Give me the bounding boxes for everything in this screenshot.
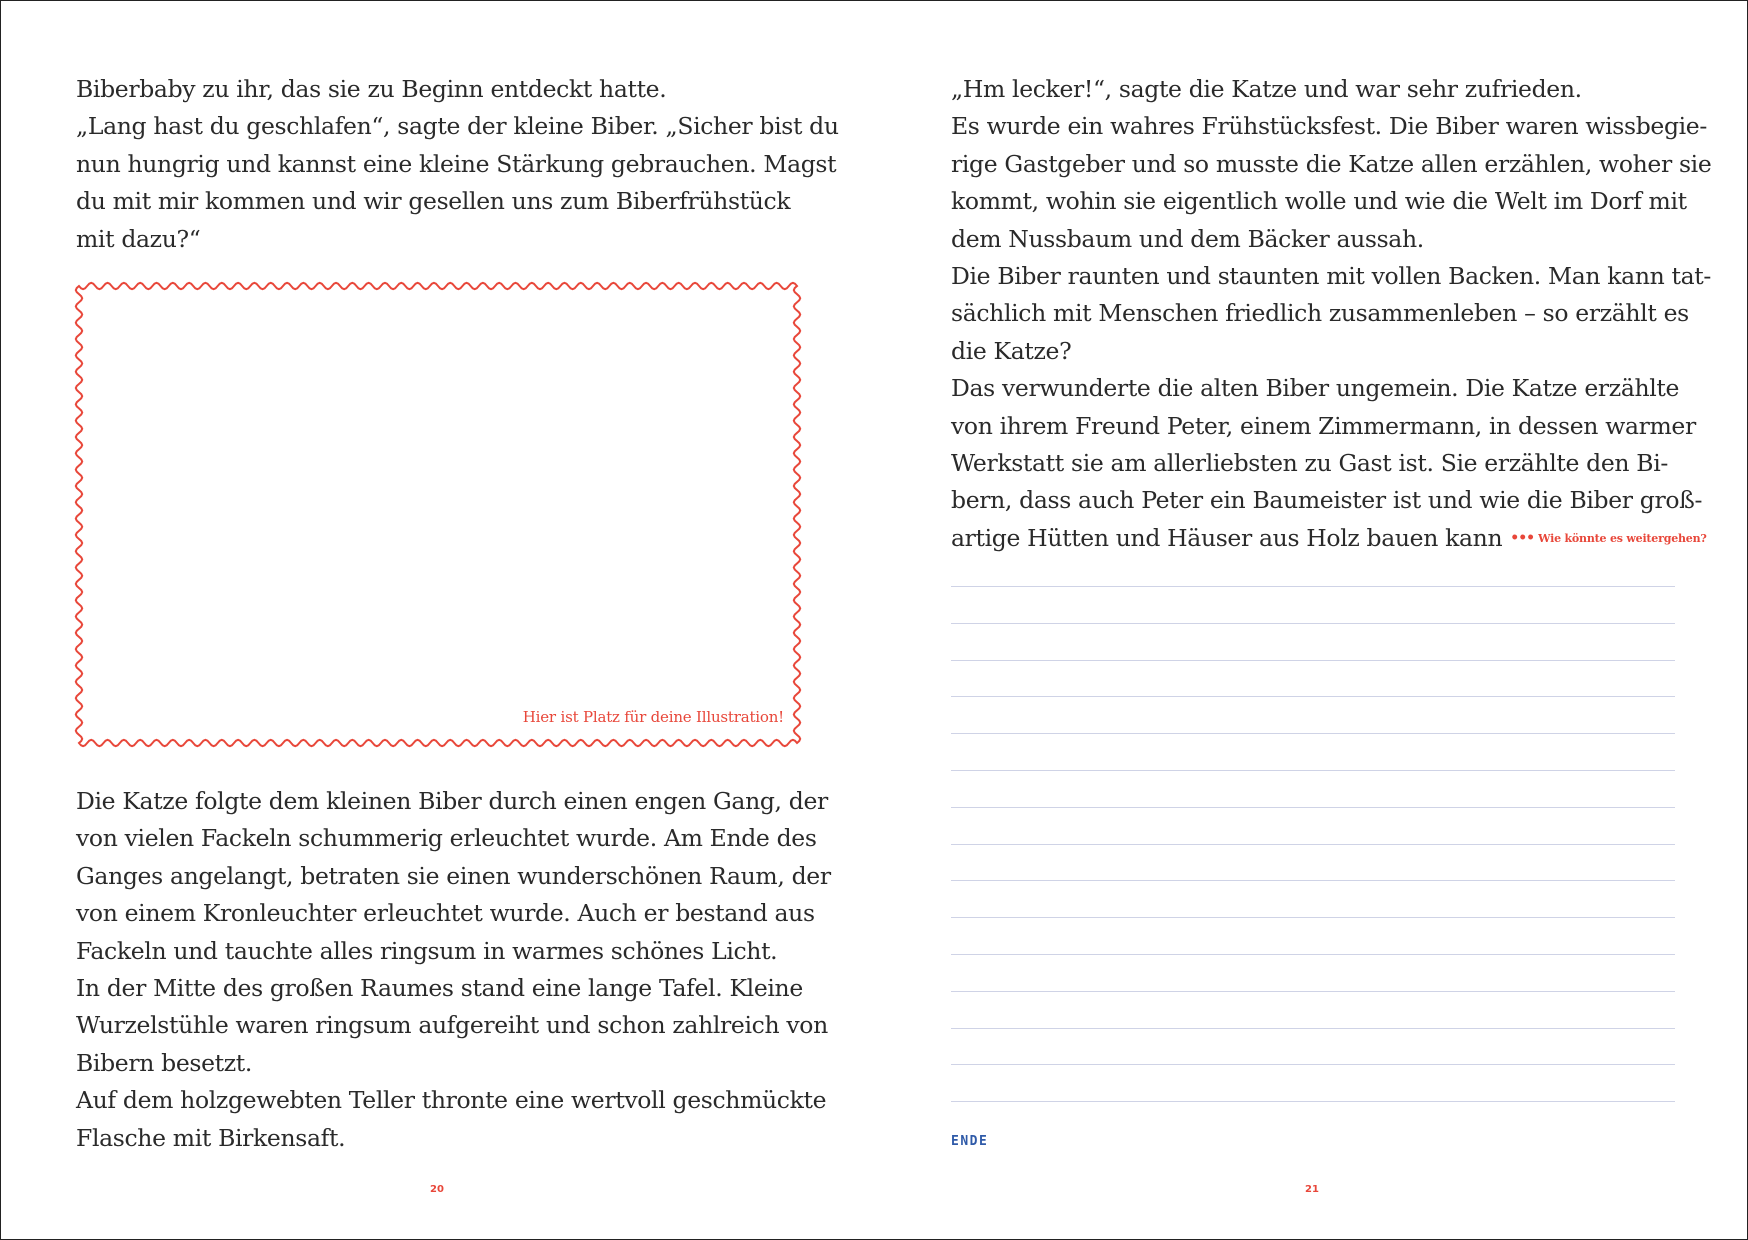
writing-line[interactable] (951, 696, 1675, 733)
text-line: Bibern besetzt. (76, 1048, 252, 1077)
text-line: In der Mitte des großen Raumes stand eine lange Tafel. Kleine (76, 973, 803, 1002)
writing-lines[interactable] (951, 586, 1675, 1138)
left-top-paragraph (76, 71, 839, 258)
writing-line[interactable] (951, 844, 1675, 881)
writing-line[interactable] (951, 586, 1675, 623)
text-line: von vielen Fackeln schummerig erleuchtet wurde. Am Ende des (76, 824, 817, 853)
text-line: die Katze? (951, 336, 1072, 365)
writing-line[interactable] (951, 733, 1675, 770)
text-line: rige Gastgeber und so musste die Katze allen erzählen, woher sie (951, 149, 1712, 178)
text-line: bern, dass auch Peter ein Baumeister ist und wie die Biber groß- (951, 486, 1703, 515)
text-line: Die Katze folgte dem kleinen Biber durch einen engen Gang, der (76, 787, 828, 815)
writing-line[interactable] (951, 991, 1675, 1028)
text-line: Auf dem holzgewebten Teller thronte eine wertvoll geschmückte (76, 1086, 827, 1115)
text-line: Fackeln und tauchte alles ringsum in warmes schönes Licht. (76, 936, 778, 965)
writing-line[interactable] (951, 1028, 1675, 1065)
writing-line[interactable] (951, 1064, 1675, 1101)
text-line: „Hm lecker!“, sagte die Katze und war sehr zufrieden. (951, 75, 1582, 103)
text-line: Werkstatt sie am allerliebsten zu Gast ist. Sie erzählte den Bi- (951, 448, 1668, 477)
writing-line[interactable] (951, 917, 1675, 954)
last-line-text: artige Hütten und Häuser aus Holz bauen kann (951, 523, 1503, 552)
end-label: ENDE (951, 1134, 989, 1149)
writing-line[interactable] (951, 623, 1675, 660)
text-line: „Lang hast du geschlafen“, sagte der kleine Biber. „Sicher bist du (76, 112, 839, 141)
writing-line[interactable] (951, 660, 1675, 697)
ellipsis-dots-icon: ••• (1510, 530, 1535, 547)
writing-line[interactable] (951, 807, 1675, 844)
text-line: Wurzelstühle waren ringsum aufgereiht und schon zahlreich von (76, 1011, 828, 1040)
text-line: du mit mir kommen und wir gesellen uns zum Biberfrühstück (76, 187, 791, 216)
right-paragraph (951, 71, 1711, 557)
continue-hint-text: Wie könnte es weitergehen? (1538, 532, 1707, 546)
text-line: Flasche mit Birkensaft. (76, 1123, 346, 1152)
illustration-hint: Hier ist Platz für deine Illustration! (522, 708, 784, 726)
right-page (875, 1, 1748, 1239)
writing-line[interactable] (951, 954, 1675, 991)
text-line: kommt, wohin sie eigentlich wolle und wie die Welt im Dorf mit (951, 187, 1687, 216)
frame-path (76, 283, 800, 746)
text-line: Es wurde ein wahres Frühstücksfest. Die Biber waren wissbegie- (951, 112, 1707, 141)
text-line: Die Biber raunten und staunten mit vollen Backen. Man kann tat- (951, 261, 1711, 290)
text-line: Biberbaby zu ihr, das sie zu Beginn entdeckt hatte. (76, 75, 667, 103)
text-line: sächlich mit Menschen friedlich zusammenleben – so erzählt es (951, 299, 1689, 328)
writing-line[interactable] (951, 1101, 1675, 1138)
left-bottom-paragraph (76, 783, 831, 1157)
text-line: dem Nussbaum und dem Bäcker aussah. (951, 224, 1424, 253)
text-line: Ganges angelangt, betraten sie einen wunderschönen Raum, der (76, 861, 831, 890)
page-number: 21 (1305, 1184, 1319, 1195)
page-number: 20 (430, 1184, 444, 1195)
writing-line[interactable] (951, 880, 1675, 917)
left-page (1, 1, 875, 1239)
text-line-last (951, 520, 1711, 557)
continue-hint (1510, 520, 1706, 557)
text-line: von einem Kronleuchter erleuchtet wurde. Auch er bestand aus (76, 899, 815, 928)
text-line: Das verwunderte die alten Biber ungemein. Die Katze erzählte (951, 374, 1680, 403)
writing-line[interactable] (951, 770, 1675, 807)
text-line: mit dazu?“ (76, 224, 201, 253)
text-line: von ihrem Freund Peter, einem Zimmermann, in dessen warmer (951, 411, 1696, 440)
wavy-border (73, 280, 803, 750)
illustration-frame[interactable] (73, 280, 803, 750)
text-line: nun hungrig und kannst eine kleine Stärkung gebrauchen. Magst (76, 149, 837, 178)
